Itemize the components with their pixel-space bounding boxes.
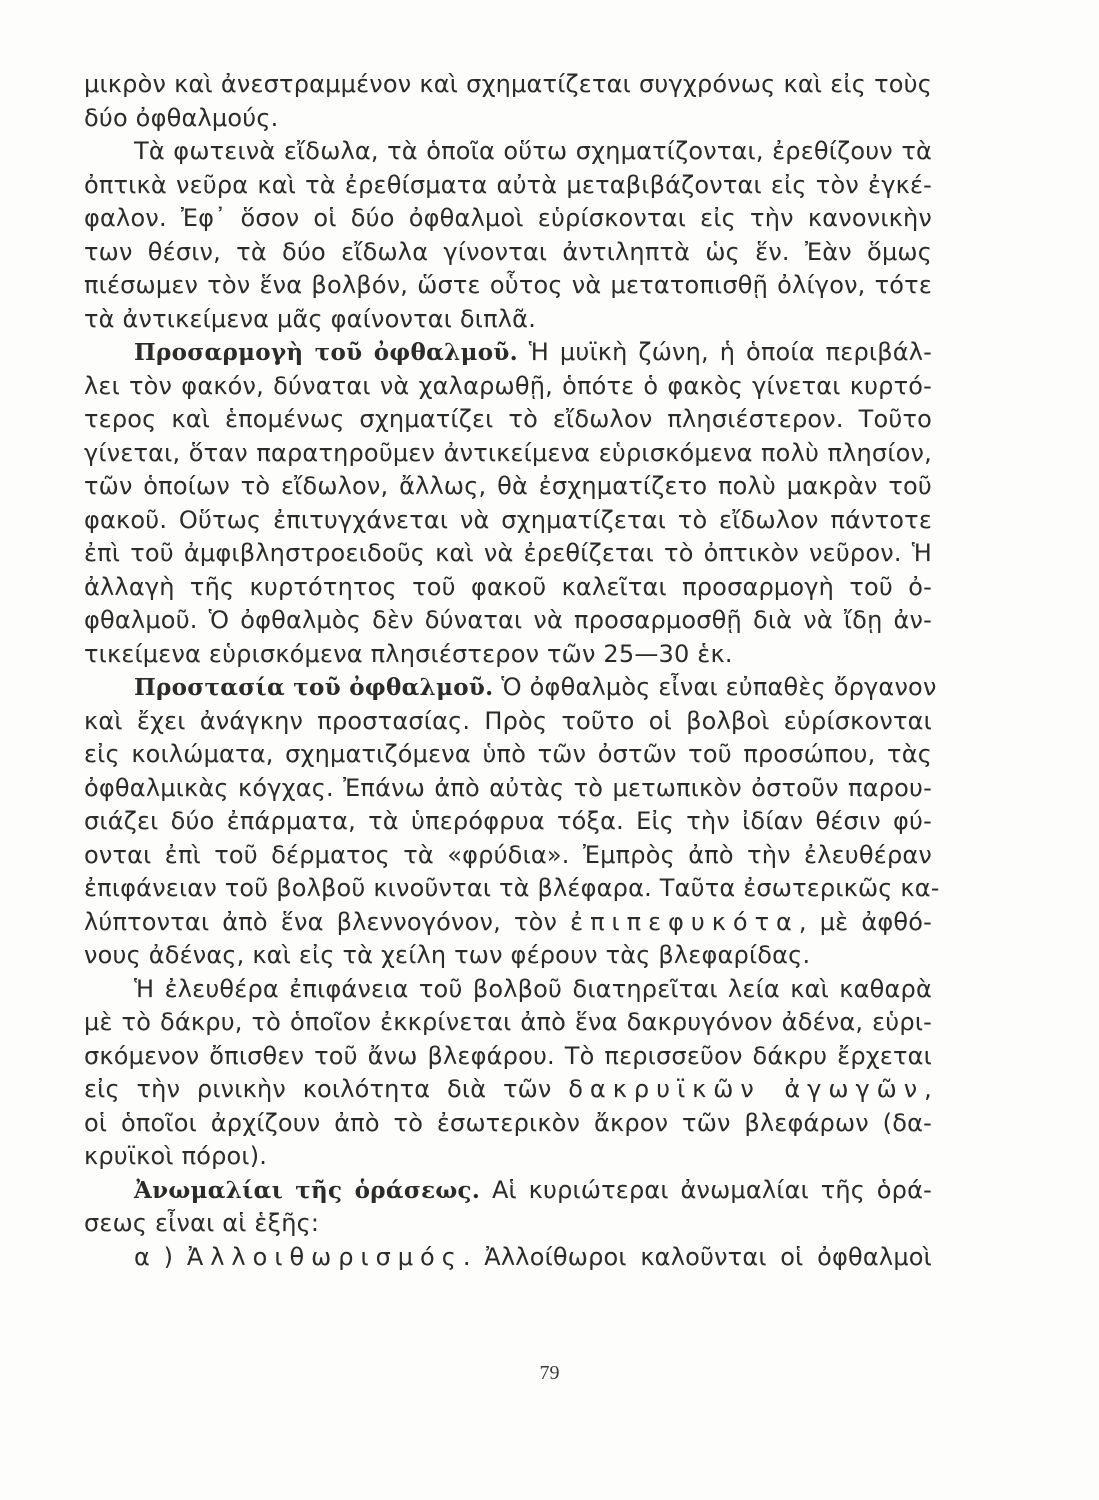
text-line: μικρὸν καὶ ἀνεστραμμένον καὶ σχηματίζεται συγχρόνως καὶ εἰς τοὺς bbox=[84, 70, 932, 98]
section-heading: Προσαρμογὴ τοῦ ὀφθαλμοῦ. bbox=[134, 339, 518, 366]
spaced-term: ἐπιπεφυκότα bbox=[570, 907, 799, 936]
text-line: οἱ ὁποῖοι ἀρχίζουν ἀπὸ τὸ ἐσωτερικὸν ἄκρον τῶν βλεφάρων (δα- bbox=[84, 1108, 932, 1137]
spaced-term: Ἀλλοιθωρισμός bbox=[186, 1242, 463, 1271]
text-run: , μὲ ἀφθό- bbox=[798, 907, 932, 936]
text-line: σεως εἶναι αἱ ἑξῆς: bbox=[84, 1209, 320, 1237]
text-line: ἐπὶ τοῦ ἀμφιβληστροειδοῦς καὶ νὰ ἐρεθίζεται τὸ ὀπτικὸν νεῦρον. Ἡ bbox=[84, 539, 932, 567]
text-run: . Ἀλλοίθωροι καλοῦνται οἱ ὀφθαλμοὶ bbox=[462, 1242, 932, 1271]
text-line: Τὰ φωτεινὰ εἴδωλα, τὰ ὁποῖα οὕτω σχηματίζονται, ἐρεθίζουν τὰ bbox=[134, 137, 932, 165]
text-line: τὰ ἀντικείμενα μᾶς φαίνονται διπλᾶ. bbox=[84, 304, 537, 333]
spaced-term: δακρυϊκῶν ἀγωγῶν bbox=[568, 1075, 925, 1103]
text-line: ἀλλαγὴ τῆς κυρτότητος τοῦ φακοῦ καλεῖται προσαρμογὴ τοῦ ὀ- bbox=[84, 572, 932, 601]
page-number: 79 bbox=[539, 1362, 560, 1384]
text-line bbox=[84, 1241, 932, 1275]
text-run: Ἡ μυϊκὴ ζώνη, ἡ ὁποία περιβάλ- bbox=[517, 338, 932, 366]
text-line: πιέσωμεν τὸν ἕνα βολβόν, ὥστε οὗτος νὰ μετατοπισθῇ ὀλίγον, τότε bbox=[84, 271, 932, 299]
text-line: φθαλμοῦ. Ὁ ὀφθαλμὸς δὲν δύναται νὰ προσαρμοσθῇ διὰ νὰ ἴδῃ ἀν- bbox=[84, 606, 932, 634]
text-line: τερος καὶ ἑπομένως σχηματίζει τὸ εἴδωλον πλησιέστερον. Τοῦτο bbox=[84, 405, 932, 433]
text-line: κρυϊκοὶ πόροι). bbox=[84, 1142, 268, 1170]
page-body bbox=[84, 68, 940, 1274]
section-heading: Ἀνωμαλίαι τῆς ὁράσεως. bbox=[134, 1176, 481, 1204]
text-line: σκόμενον ὄπισθεν τοῦ ἄνω βλεφάρου. Τὸ περισσεῦον δάκρυ ἔρχεται bbox=[84, 1041, 932, 1070]
text-run: εἰς τὴν ρινικὴν κοιλότητα διὰ τῶν bbox=[84, 1075, 569, 1103]
text-line: δύο ὀφθαλμούς. bbox=[84, 103, 279, 132]
text-run: Αἱ κυριώτεραι ἀνωμαλίαι τῆς ὁρά- bbox=[480, 1175, 932, 1204]
text-line: γίνεται, ὅταν παρατηροῦμεν ἀντικείμενα εὑρισκόμενα πολὺ πλησίον, bbox=[84, 438, 932, 467]
text-run: λύπτονται ἀπὸ ἕνα βλεννογόνον, τὸν bbox=[84, 907, 571, 936]
text-line bbox=[84, 906, 932, 940]
text-line: νους ἀδένας, καὶ εἰς τὰ χείλη των φέρουν τὰς βλεφαρίδας. bbox=[84, 941, 811, 969]
text-line: φακοῦ. Οὕτως ἐπιτυγχάνεται νὰ σχηματίζεται τὸ εἴδωλον πάντοτε bbox=[84, 505, 932, 534]
text-line: των θέσιν, τὰ δύο εἴδωλα γίνονται ἀντιληπτὰ ὡς ἕν. Ἐὰν ὅμως bbox=[84, 237, 932, 266]
text-line: ἐπιφάνειαν τοῦ βολβοῦ κινοῦνται τὰ βλέφαρα. Ταῦτα ἐσωτερικῶς κα- bbox=[84, 874, 940, 902]
text-line: ονται ἐπὶ τοῦ δέρματος τὰ «φρύδια». Ἐμπρὸς ἀπὸ τὴν ἐλευθέραν bbox=[84, 840, 932, 869]
text-line: λει τὸν φακόν, δύναται νὰ χαλαρωθῇ, ὁπότε ὁ φακὸς γίνεται κυρτό- bbox=[84, 371, 932, 400]
text-line: Ἡ ἐλευθέρα ἐπιφάνεια τοῦ βολβοῦ διατηρεῖται λεία καὶ καθαρὰ bbox=[134, 974, 932, 1003]
text-line: καὶ ἔχει ἀνάγκην προστασίας. Πρὸς τοῦτο οἱ βολβοὶ εὑρίσκονται bbox=[84, 706, 932, 735]
text-line: σιάζει δύο ἐπάρματα, τὰ ὑπερόφρυα τόξα. Εἰς τὴν ἰδίαν θέσιν φύ- bbox=[84, 807, 932, 835]
text-line bbox=[84, 1073, 932, 1107]
text-line: μὲ τὸ δάκρυ, τὸ ὁποῖον ἐκκρίνεται ἀπὸ ἕνα δακρυγόνον ἀδένα, εὑρι- bbox=[84, 1008, 932, 1036]
paragraph-line-with-heading bbox=[84, 1174, 932, 1208]
text-run: α ) bbox=[134, 1242, 187, 1271]
text-line: εἰς κοιλώματα, σχηματιζόμενα ὑπὸ τῶν ὀστῶν τοῦ προσώπου, τὰς bbox=[84, 740, 932, 768]
text-line: ὀφθαλμικὰς κόγχας. Ἐπάνω ἀπὸ αὐτὰς τὸ μετωπικὸν ὀστοῦν παρου- bbox=[84, 773, 932, 802]
text-line: τῶν ὁποίων τὸ εἴδωλον, ἄλλως, θὰ ἐσχηματίζετο πολὺ μακρὰν τοῦ bbox=[84, 472, 932, 500]
text-run: , bbox=[924, 1075, 932, 1103]
section-heading: Προστασία τοῦ ὀφθαλμοῦ. bbox=[134, 674, 494, 701]
paragraph-line-with-heading bbox=[84, 671, 937, 705]
text-line: φαλον. Ἐφ᾽ ὅσον οἱ δύο ὀφθαλμοὶ εὑρίσκονται εἰς τὴν κανονικὴν bbox=[84, 204, 932, 232]
text-run: Ὁ ὀφθαλμὸς εἶναι εὐπαθὲς ὄργανον bbox=[493, 673, 937, 701]
text-line: τικείμενα εὑρισκόμενα πλησιέστερον τῶν 25—30 ἑκ. bbox=[84, 639, 733, 668]
text-line: ὀπτικὰ νεῦρα καὶ τὰ ἐρεθίσματα αὐτὰ μεταβιβάζονται εἰς τὸν ἐγκέ- bbox=[84, 170, 932, 199]
paragraph-line-with-heading bbox=[84, 336, 932, 370]
